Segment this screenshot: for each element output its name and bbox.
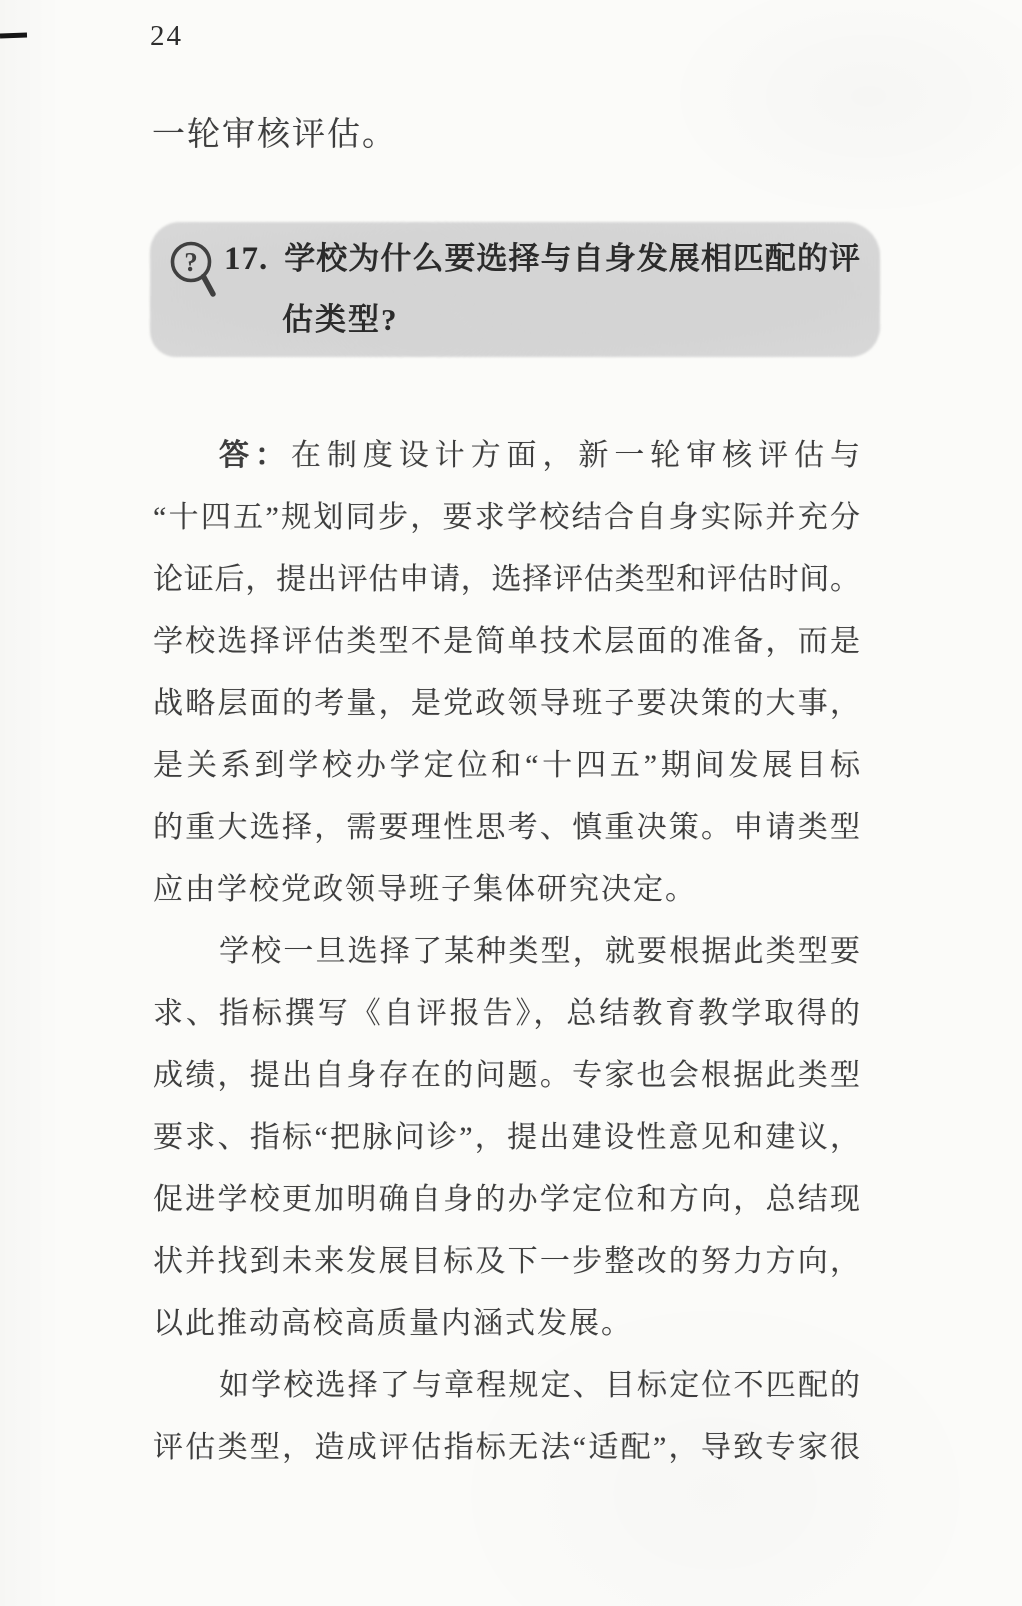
answer-line: 战略层面的考量，是党政领导班子要决策的大事， — [153, 687, 860, 720]
answer-line: 学校一旦选择了某种类型，就要根据此类型要 — [219, 935, 860, 968]
answer-line: 求、指标撰写《自评报告》，总结教育教学取得的 — [153, 997, 860, 1030]
answer-line: 状并找到未来发展目标及下一步整改的努力方向， — [153, 1245, 860, 1278]
answer-line: 的重大选择，需要理性思考、慎重决策。申请类型 — [153, 811, 860, 844]
answer-line: 学校选择评估类型不是简单技术层面的准备，而是 — [153, 625, 860, 658]
answer-line — [153, 425, 860, 487]
answer-line: 评估类型，造成评估指标无法“适配”，导致专家很 — [153, 1431, 860, 1464]
question-line-1 — [224, 235, 860, 283]
intro-text: 一轮审核评估。 — [152, 117, 397, 153]
question-text-block — [224, 235, 860, 342]
question-number: 17. — [224, 241, 269, 277]
question-text-line1: 学校为什么要选择与自身发展相匹配的评 — [284, 241, 860, 276]
answer-line-text: 在制度设计方面，新一轮审核评估与 — [290, 439, 860, 472]
scan-artifact-dash — [0, 33, 27, 39]
answer-paragraph-1 — [153, 425, 860, 921]
magnifier-question-icon — [168, 239, 220, 301]
answer-line: “十四五”规划同步，要求学校结合自身实际并充分 — [153, 501, 860, 534]
answer-line: 应由学校党政领导班子集体研究决定。 — [153, 873, 697, 906]
answer-line: 要求、指标“把脉问诊”，提出建设性意见和建议， — [153, 1121, 860, 1154]
svg-text:?: ? — [184, 247, 198, 277]
answer-section — [153, 425, 860, 1479]
answer-paragraph-2 — [153, 921, 860, 1355]
page-number: 24 — [150, 20, 183, 52]
question-box-content — [150, 222, 880, 342]
answer-line: 促进学校更加明确自身的办学定位和方向，总结现 — [153, 1183, 860, 1216]
answer-label: 答： — [219, 439, 291, 472]
answer-line: 以此推动高校高质量内涵式发展。 — [153, 1307, 633, 1340]
answer-line: 成绩，提出自身存在的问题。专家也会根据此类型 — [153, 1059, 860, 1092]
answer-line: 是关系到学校办学定位和“十四五”期间发展目标 — [153, 749, 860, 782]
question-text-line2: 估类型? — [282, 302, 399, 337]
question-box — [150, 222, 880, 357]
answer-line: 如学校选择了与章程规定、目标定位不匹配的 — [219, 1369, 860, 1402]
answer-paragraph-3 — [153, 1355, 860, 1479]
answer-line: 论证后，提出评估申请，选择评估类型和评估时间。 — [153, 563, 860, 596]
